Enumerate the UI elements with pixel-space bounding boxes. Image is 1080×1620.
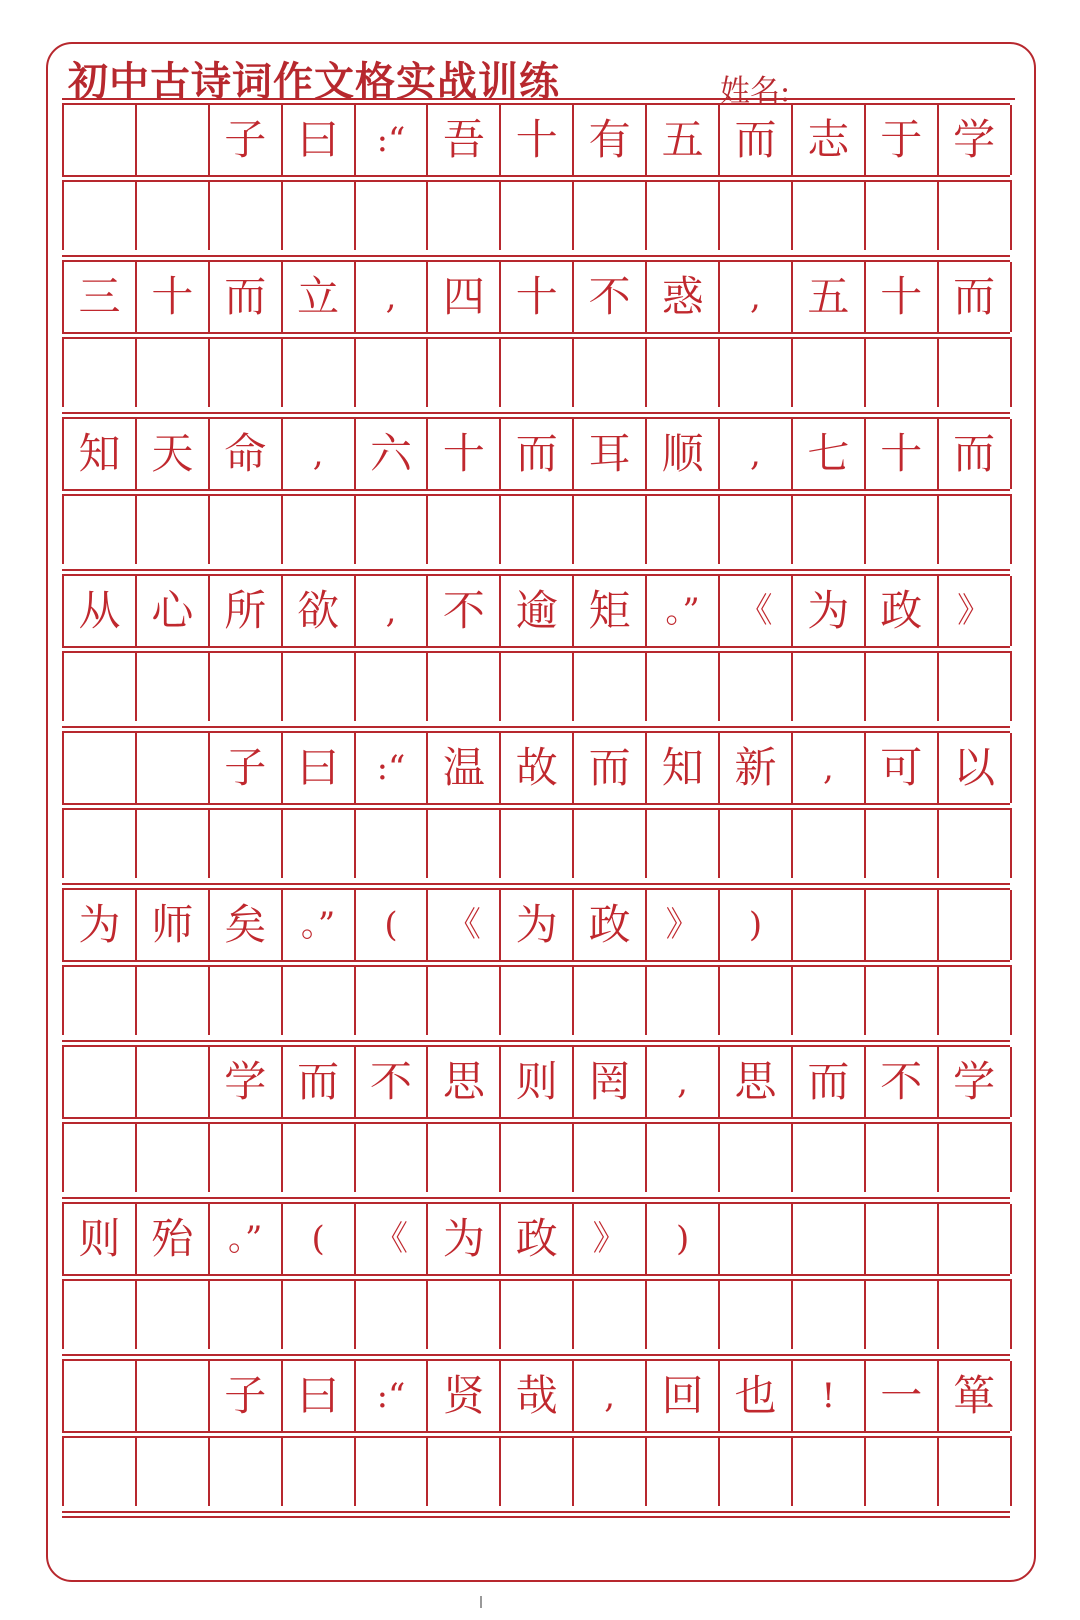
- grid-cell[interactable]: 。”: [210, 1204, 283, 1274]
- blank-cell[interactable]: [356, 965, 429, 1035]
- name-label: 姓名:: [720, 74, 791, 109]
- row-divider: [62, 1354, 1010, 1361]
- grid-cell[interactable]: 曰: [283, 733, 356, 803]
- grid-cell[interactable]: 哉: [501, 1361, 574, 1431]
- grid-cell[interactable]: 学: [939, 1047, 1012, 1117]
- grid-cell[interactable]: 为: [428, 1204, 501, 1274]
- grid-cell[interactable]: 政: [866, 576, 939, 646]
- grid-cell[interactable]: [793, 1204, 866, 1274]
- text-row: [62, 419, 1010, 489]
- grid-cell[interactable]: ,: [793, 733, 866, 803]
- bottom-mark: [480, 1596, 482, 1608]
- blank-cell[interactable]: [939, 808, 1012, 878]
- grid-cell[interactable]: ,: [356, 576, 429, 646]
- blank-cell[interactable]: [428, 651, 501, 721]
- practice-row: [62, 180, 1010, 250]
- blank-cell[interactable]: [64, 337, 137, 407]
- grid-cell[interactable]: 曰: [283, 1361, 356, 1431]
- grid-cell[interactable]: 顺: [647, 419, 720, 489]
- grid-cell[interactable]: 命: [210, 419, 283, 489]
- blank-cell[interactable]: [210, 1436, 283, 1506]
- blank-cell[interactable]: [428, 1436, 501, 1506]
- blank-cell[interactable]: [793, 1436, 866, 1506]
- grid-cell[interactable]: ): [720, 890, 793, 960]
- grid-cell[interactable]: 十: [428, 419, 501, 489]
- grid-cell[interactable]: 知: [64, 419, 137, 489]
- grid-cell[interactable]: 六: [356, 419, 429, 489]
- grid-cell[interactable]: 而: [501, 419, 574, 489]
- blank-cell[interactable]: [283, 808, 356, 878]
- blank-cell[interactable]: [720, 494, 793, 564]
- blank-cell[interactable]: [283, 180, 356, 250]
- grid-cell[interactable]: (: [283, 1204, 356, 1274]
- blank-cell[interactable]: [428, 1122, 501, 1192]
- blank-cell[interactable]: [356, 494, 429, 564]
- grid-cell[interactable]: [720, 1204, 793, 1274]
- blank-cell[interactable]: [137, 1122, 210, 1192]
- grid-cell[interactable]: 逾: [501, 576, 574, 646]
- grid-cell[interactable]: 》: [574, 1204, 647, 1274]
- practice-row: [62, 1436, 1010, 1506]
- blank-cell[interactable]: [137, 180, 210, 250]
- blank-cell[interactable]: [647, 1122, 720, 1192]
- row-divider: [62, 98, 1010, 105]
- blank-cell[interactable]: [501, 808, 574, 878]
- blank-cell[interactable]: [64, 1436, 137, 1506]
- grid-cell[interactable]: 七: [793, 419, 866, 489]
- grid-cell[interactable]: 而: [939, 419, 1012, 489]
- grid-cell[interactable]: 天: [137, 419, 210, 489]
- grid-cell[interactable]: :“: [356, 105, 429, 175]
- grid-cell[interactable]: 矣: [210, 890, 283, 960]
- blank-cell[interactable]: [501, 651, 574, 721]
- grid-cell[interactable]: 》: [647, 890, 720, 960]
- blank-cell[interactable]: [64, 1122, 137, 1192]
- grid-cell[interactable]: 思: [720, 1047, 793, 1117]
- grid-cell[interactable]: ,: [720, 419, 793, 489]
- blank-cell[interactable]: [356, 180, 429, 250]
- grid-cell[interactable]: [939, 890, 1012, 960]
- text-row: [62, 890, 1010, 960]
- blank-cell[interactable]: [793, 494, 866, 564]
- blank-cell[interactable]: [793, 180, 866, 250]
- grid-cell[interactable]: 子: [210, 1361, 283, 1431]
- grid-cell[interactable]: [793, 890, 866, 960]
- grid-cell[interactable]: 十: [137, 262, 210, 332]
- grid-cell[interactable]: 不: [574, 262, 647, 332]
- grid-cell[interactable]: 不: [428, 576, 501, 646]
- blank-cell[interactable]: [647, 337, 720, 407]
- row-divider: [62, 1040, 1010, 1047]
- grid-cell[interactable]: 不: [866, 1047, 939, 1117]
- blank-cell[interactable]: [137, 1436, 210, 1506]
- blank-cell[interactable]: [574, 1122, 647, 1192]
- blank-cell[interactable]: [647, 1436, 720, 1506]
- grid-cell[interactable]: 师: [137, 890, 210, 960]
- grid-cell[interactable]: 贤: [428, 1361, 501, 1431]
- blank-cell[interactable]: [64, 494, 137, 564]
- blank-cell[interactable]: [720, 337, 793, 407]
- blank-cell[interactable]: [428, 494, 501, 564]
- blank-cell[interactable]: [137, 651, 210, 721]
- grid-cell[interactable]: 殆: [137, 1204, 210, 1274]
- grid-cell[interactable]: ,: [283, 419, 356, 489]
- grid-cell[interactable]: [137, 733, 210, 803]
- blank-cell[interactable]: [137, 1279, 210, 1349]
- row-divider: [62, 1511, 1010, 1518]
- blank-cell[interactable]: [501, 180, 574, 250]
- blank-cell[interactable]: [793, 651, 866, 721]
- practice-row: [62, 965, 1010, 1035]
- grid-cell[interactable]: 而: [283, 1047, 356, 1117]
- blank-cell[interactable]: [720, 808, 793, 878]
- grid-cell[interactable]: 志: [793, 105, 866, 175]
- blank-cell[interactable]: [137, 808, 210, 878]
- blank-cell[interactable]: [793, 1279, 866, 1349]
- practice-row: [62, 494, 1010, 564]
- grid-cell[interactable]: 而: [939, 262, 1012, 332]
- grid-cell[interactable]: ,: [720, 262, 793, 332]
- blank-cell[interactable]: [866, 965, 939, 1035]
- grid-cell[interactable]: 四: [428, 262, 501, 332]
- practice-row: [62, 1122, 1010, 1192]
- grid-cell[interactable]: 惑: [647, 262, 720, 332]
- grid-cell[interactable]: 十: [866, 262, 939, 332]
- text-row: [62, 1361, 1010, 1431]
- blank-cell[interactable]: [283, 651, 356, 721]
- blank-cell[interactable]: [428, 180, 501, 250]
- grid-cell[interactable]: 政: [574, 890, 647, 960]
- blank-cell[interactable]: [647, 965, 720, 1035]
- grid-cell[interactable]: 曰: [283, 105, 356, 175]
- grid-cell[interactable]: 学: [939, 105, 1012, 175]
- grid-cell[interactable]: (: [356, 890, 429, 960]
- grid-cell[interactable]: 故: [501, 733, 574, 803]
- text-row: [62, 733, 1010, 803]
- grid-cell[interactable]: 三: [64, 262, 137, 332]
- text-row: [62, 1047, 1010, 1117]
- grid-cell[interactable]: 一: [866, 1361, 939, 1431]
- blank-cell[interactable]: [210, 1279, 283, 1349]
- grid-cell[interactable]: 回: [647, 1361, 720, 1431]
- grid-cell[interactable]: [64, 1361, 137, 1431]
- grid-cell[interactable]: 欲: [283, 576, 356, 646]
- grid-cell[interactable]: [64, 1047, 137, 1117]
- blank-cell[interactable]: [939, 651, 1012, 721]
- blank-cell[interactable]: [647, 1279, 720, 1349]
- grid-cell[interactable]: 所: [210, 576, 283, 646]
- blank-cell[interactable]: [137, 965, 210, 1035]
- grid-cell[interactable]: 子: [210, 105, 283, 175]
- grid-cell[interactable]: [64, 105, 137, 175]
- blank-cell[interactable]: [64, 965, 137, 1035]
- grid-cell[interactable]: :“: [356, 733, 429, 803]
- grid-cell[interactable]: ): [647, 1204, 720, 1274]
- blank-cell[interactable]: [283, 337, 356, 407]
- blank-cell[interactable]: [866, 651, 939, 721]
- blank-cell[interactable]: [939, 1122, 1012, 1192]
- blank-cell[interactable]: [939, 1436, 1012, 1506]
- blank-cell[interactable]: [939, 965, 1012, 1035]
- grid-cell[interactable]: 也: [720, 1361, 793, 1431]
- grid-cell[interactable]: 而: [720, 105, 793, 175]
- grid-cell[interactable]: ,: [574, 1361, 647, 1431]
- blank-cell[interactable]: [574, 808, 647, 878]
- blank-cell[interactable]: [356, 1122, 429, 1192]
- grid-cell[interactable]: 温: [428, 733, 501, 803]
- blank-cell[interactable]: [939, 494, 1012, 564]
- row-divider: [62, 883, 1010, 890]
- grid-cell[interactable]: ,: [356, 262, 429, 332]
- grid-cell[interactable]: !: [793, 1361, 866, 1431]
- grid-cell[interactable]: 则: [501, 1047, 574, 1117]
- blank-cell[interactable]: [356, 808, 429, 878]
- grid-cell[interactable]: 《: [356, 1204, 429, 1274]
- grid-cell[interactable]: ,: [647, 1047, 720, 1117]
- blank-cell[interactable]: [866, 337, 939, 407]
- grid-cell[interactable]: 《: [428, 890, 501, 960]
- grid-cell[interactable]: 耳: [574, 419, 647, 489]
- grid-cell[interactable]: 十: [866, 419, 939, 489]
- blank-cell[interactable]: [428, 1279, 501, 1349]
- grid-cell[interactable]: 可: [866, 733, 939, 803]
- grid-cell[interactable]: 不: [356, 1047, 429, 1117]
- grid-cell[interactable]: 政: [501, 1204, 574, 1274]
- practice-row: [62, 808, 1010, 878]
- blank-cell[interactable]: [574, 651, 647, 721]
- blank-cell[interactable]: [501, 965, 574, 1035]
- blank-cell[interactable]: [283, 1122, 356, 1192]
- grid-cell[interactable]: 子: [210, 733, 283, 803]
- grid-cell[interactable]: 立: [283, 262, 356, 332]
- blank-cell[interactable]: [64, 808, 137, 878]
- blank-cell[interactable]: [793, 808, 866, 878]
- grid-cell[interactable]: 。”: [647, 576, 720, 646]
- blank-cell[interactable]: [574, 965, 647, 1035]
- blank-cell[interactable]: [356, 1436, 429, 1506]
- blank-cell[interactable]: [428, 337, 501, 407]
- grid-cell[interactable]: 为: [793, 576, 866, 646]
- blank-cell[interactable]: [210, 494, 283, 564]
- blank-cell[interactable]: [283, 965, 356, 1035]
- blank-cell[interactable]: [501, 1436, 574, 1506]
- blank-cell[interactable]: [720, 1436, 793, 1506]
- blank-cell[interactable]: [720, 180, 793, 250]
- grid-cell[interactable]: 于: [866, 105, 939, 175]
- blank-cell[interactable]: [574, 1279, 647, 1349]
- text-row: [62, 1204, 1010, 1274]
- blank-cell[interactable]: [356, 1279, 429, 1349]
- grid-cell[interactable]: 十: [501, 105, 574, 175]
- blank-cell[interactable]: [210, 1122, 283, 1192]
- sheet-title: 初中古诗词作文格实战训练: [68, 58, 560, 105]
- blank-cell[interactable]: [866, 1279, 939, 1349]
- grid-cell[interactable]: 新: [720, 733, 793, 803]
- text-row: [62, 105, 1010, 175]
- blank-cell[interactable]: [720, 965, 793, 1035]
- grid-cell[interactable]: 吾: [428, 105, 501, 175]
- blank-cell[interactable]: [939, 337, 1012, 407]
- blank-cell[interactable]: [793, 1122, 866, 1192]
- blank-cell[interactable]: [210, 337, 283, 407]
- blank-cell[interactable]: [501, 337, 574, 407]
- blank-cell[interactable]: [501, 1279, 574, 1349]
- grid-cell[interactable]: 罔: [574, 1047, 647, 1117]
- blank-cell[interactable]: [428, 808, 501, 878]
- practice-row: [62, 337, 1010, 407]
- blank-cell[interactable]: [866, 180, 939, 250]
- grid-cell[interactable]: [866, 1204, 939, 1274]
- blank-cell[interactable]: [720, 1279, 793, 1349]
- grid-cell[interactable]: [137, 105, 210, 175]
- grid-cell[interactable]: 为: [64, 890, 137, 960]
- grid-cell[interactable]: :“: [356, 1361, 429, 1431]
- grid-cell[interactable]: 十: [501, 262, 574, 332]
- blank-cell[interactable]: [64, 1279, 137, 1349]
- blank-cell[interactable]: [137, 337, 210, 407]
- blank-cell[interactable]: [647, 651, 720, 721]
- grid-cell[interactable]: [137, 1047, 210, 1117]
- blank-cell[interactable]: [793, 337, 866, 407]
- blank-cell[interactable]: [501, 1122, 574, 1192]
- grid-cell[interactable]: 《: [720, 576, 793, 646]
- grid-cell[interactable]: 心: [137, 576, 210, 646]
- blank-cell[interactable]: [720, 1122, 793, 1192]
- practice-row: [62, 651, 1010, 721]
- grid-cell[interactable]: 则: [64, 1204, 137, 1274]
- grid-cell[interactable]: 。”: [283, 890, 356, 960]
- blank-cell[interactable]: [574, 337, 647, 407]
- blank-cell[interactable]: [64, 651, 137, 721]
- blank-cell[interactable]: [137, 494, 210, 564]
- grid-cell[interactable]: [64, 733, 137, 803]
- row-divider: [62, 726, 1010, 733]
- row-divider: [62, 1197, 1010, 1204]
- blank-cell[interactable]: [647, 808, 720, 878]
- blank-cell[interactable]: [428, 965, 501, 1035]
- grid-cell[interactable]: 五: [647, 105, 720, 175]
- blank-cell[interactable]: [866, 808, 939, 878]
- grid-cell[interactable]: 而: [210, 262, 283, 332]
- grid-cell[interactable]: 为: [501, 890, 574, 960]
- grid-cell[interactable]: 而: [793, 1047, 866, 1117]
- blank-cell[interactable]: [574, 180, 647, 250]
- grid-cell[interactable]: 箪: [939, 1361, 1012, 1431]
- blank-cell[interactable]: [283, 1436, 356, 1506]
- grid-cell[interactable]: 有: [574, 105, 647, 175]
- blank-cell[interactable]: [866, 1436, 939, 1506]
- grid-cell[interactable]: 从: [64, 576, 137, 646]
- blank-cell[interactable]: [574, 1436, 647, 1506]
- text-row: [62, 262, 1010, 332]
- text-row: [62, 576, 1010, 646]
- blank-cell[interactable]: [210, 965, 283, 1035]
- grid-cell[interactable]: 以: [939, 733, 1012, 803]
- blank-cell[interactable]: [210, 808, 283, 878]
- row-divider: [62, 569, 1010, 576]
- blank-cell[interactable]: [866, 494, 939, 564]
- blank-cell[interactable]: [939, 1279, 1012, 1349]
- blank-cell[interactable]: [210, 651, 283, 721]
- grid-cell[interactable]: 矩: [574, 576, 647, 646]
- row-divider: [62, 255, 1010, 262]
- grid-cell[interactable]: 知: [647, 733, 720, 803]
- blank-cell[interactable]: [793, 965, 866, 1035]
- blank-cell[interactable]: [210, 180, 283, 250]
- grid-cell[interactable]: 思: [428, 1047, 501, 1117]
- grid-cell[interactable]: [866, 890, 939, 960]
- blank-cell[interactable]: [574, 494, 647, 564]
- blank-cell[interactable]: [866, 1122, 939, 1192]
- blank-cell[interactable]: [283, 1279, 356, 1349]
- blank-cell[interactable]: [720, 651, 793, 721]
- grid-cell[interactable]: 而: [574, 733, 647, 803]
- practice-row: [62, 1279, 1010, 1349]
- blank-cell[interactable]: [501, 494, 574, 564]
- blank-cell[interactable]: [356, 651, 429, 721]
- row-divider: [62, 412, 1010, 419]
- blank-cell[interactable]: [64, 180, 137, 250]
- blank-cell[interactable]: [356, 337, 429, 407]
- blank-cell[interactable]: [939, 180, 1012, 250]
- grid-cell[interactable]: 五: [793, 262, 866, 332]
- grid-cell[interactable]: [939, 1204, 1012, 1274]
- blank-cell[interactable]: [647, 494, 720, 564]
- grid-cell[interactable]: 学: [210, 1047, 283, 1117]
- grid-cell[interactable]: 》: [939, 576, 1012, 646]
- blank-cell[interactable]: [647, 180, 720, 250]
- grid-cell[interactable]: [137, 1361, 210, 1431]
- blank-cell[interactable]: [283, 494, 356, 564]
